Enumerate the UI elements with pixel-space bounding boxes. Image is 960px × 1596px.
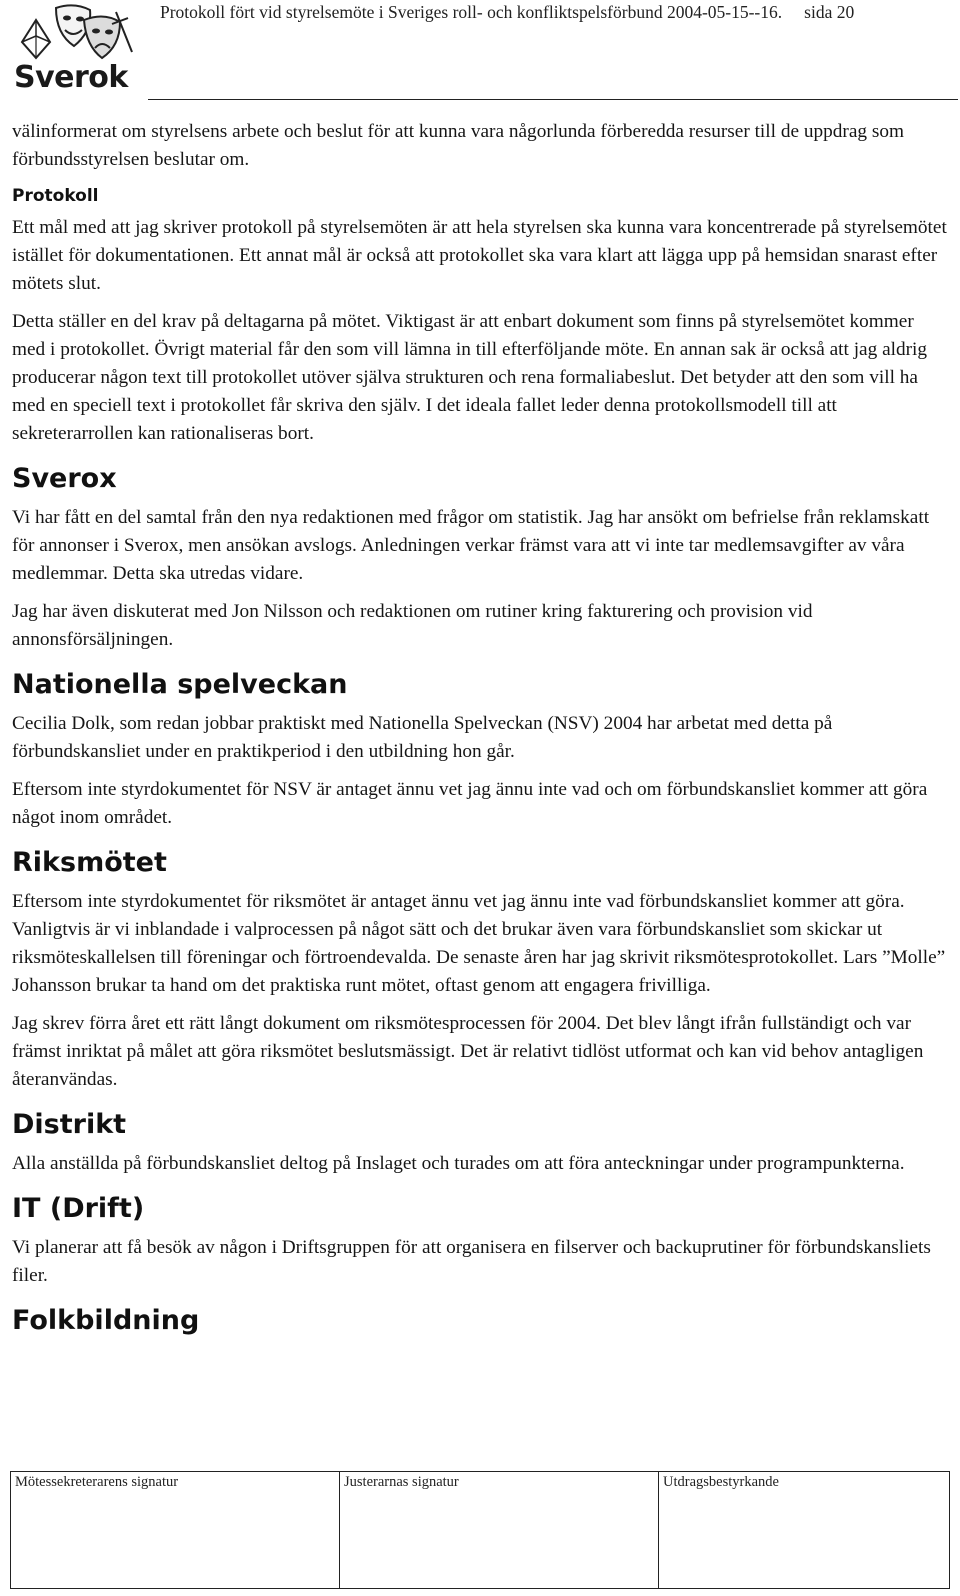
signature-table <box>10 1471 950 1589</box>
section-heading-sverox: Sverox <box>12 463 117 494</box>
it-paragraph-1: Vi planerar att få besök av någon i Driftsgruppen för att organisera en filserver och backuprutiner för förbundskansliets filer. <box>12 1237 931 1286</box>
section-heading-it-drift: IT (Drift) <box>12 1193 145 1224</box>
nsv-paragraph-2: Eftersom inte styrdokumentet för NSV är antaget ännu vet jag ännu inte vad och om förbundskansliet kommer att göra något inom området. <box>12 779 928 828</box>
sverox-paragraph-2: Jag har även diskuterat med Jon Nilsson och redaktionen om rutiner kring fakturering och provision vid annonsförsäljningen. <box>12 601 813 650</box>
protokoll-paragraph-2: Detta ställer en del krav på deltagarna på mötet. Viktigast är att enbart dokument som finns på styrelsemötet kommer med i protokollet. Övrigt material får den som vill lämna in till efterföljande möte. En annan sak är också att jag aldrig producerar någon text till protokollet utöver själva strukturen och rena formaliabeslut. Det betyder att den som vill ha med en speciell text i protokollet får skriva den själv. I det ideala fallet leder denna protokollsmodell till att sekreterarrollen kan rationaliseras bort. <box>12 311 928 444</box>
signature-cell-extract[interactable] <box>659 1472 950 1589</box>
riksmotet-paragraph-2: Jag skrev förra året ett rätt långt dokument om riksmötesprocessen för 2004. Det blev långt ifrån fullständigt och var främst inriktat på målet att göra riksmötet beslutsmässigt. Det är relativt tidlöst utformat och kan vid behov antagligen återanvändas. <box>12 1013 924 1090</box>
section-heading-distrikt: Distrikt <box>12 1109 127 1140</box>
sverox-paragraph-1: Vi har fått en del samtal från den nya redaktionen med frågor om statistik. Jag har ansökt om befrielse från reklamskatt för annonser i Sverox, men ansökan avslogs. Anledningen verkar främst vara att vi inte tar medlemsavgifter av våra medlemmar. Detta ska utredas vidare. <box>12 507 930 584</box>
page-number: sida 20 <box>804 2 855 22</box>
logo-wordmark: Sverok <box>14 60 128 95</box>
section-heading-riksmotet: Riksmötet <box>12 847 167 878</box>
riksmotet-paragraph-1: Eftersom inte styrdokumentet för riksmötet är antaget ännu vet jag ännu inte vad förbundskansliet kommer att göra. Vanligtvis är vi inblandade i valprocessen på något sätt och det brukar även vara förbundskansliet som skickar ut riksmöteskallelsen till föreningar och förtroendevalda. De senaste åren har jag skrivit riksmötesprotokollet. Lars ”Molle” Johansson brukar ta hand om det praktiska runt mötet, oftast genom att engagera frivilliga. <box>12 891 946 996</box>
signature-label-secretary: Mötessekreterarens signatur <box>15 1474 179 1490</box>
document-body <box>12 118 948 1346</box>
theatre-masks-icon <box>12 2 142 64</box>
header-title-line <box>160 2 854 23</box>
section-heading-protokoll: Protokoll <box>12 186 99 206</box>
signature-cell-secretary[interactable] <box>11 1472 340 1589</box>
protokoll-paragraph-1: Ett mål med att jag skriver protokoll på styrelsemöten är att hela styrelsen ska kunna vara koncentrerade på styrelsemötet istället för dokumentationen. Ett annat mål är också att protokollet ska vara klart att lägga upp på hemsidan snarast efter mötets slut. <box>12 217 947 294</box>
section-heading-folkbildning: Folkbildning <box>12 1305 200 1336</box>
page-header <box>0 0 960 102</box>
nsv-paragraph-1: Cecilia Dolk, som redan jobbar praktiskt med Nationella Spelveckan (NSV) 2004 har arbetat med detta på förbundskansliet under en praktikperiod i den utbildning hon går. <box>12 713 833 762</box>
section-heading-nationella-spelveckan: Nationella spelveckan <box>12 669 348 700</box>
signature-cell-adjusters[interactable] <box>340 1472 659 1589</box>
distrikt-paragraph-1: Alla anställda på förbundskansliet deltog på Inslaget och turades om att föra anteckningar under programpunkterna. <box>12 1153 905 1174</box>
signature-label-adjusters: Justerarnas signatur <box>344 1474 459 1490</box>
header-divider <box>148 99 958 100</box>
intro-paragraph: välinformerat om styrelsens arbete och beslut för att kunna vara någorlunda förberedda resurser till de uppdrag som förbundsstyrelsen beslutar om. <box>12 121 904 170</box>
document-title: Protokoll fört vid styrelsemöte i Sveriges roll- och konfliktspelsförbund 2004-05-15--16. <box>160 2 783 22</box>
sverok-logo <box>12 2 142 98</box>
signature-label-extract: Utdragsbestyrkande <box>663 1474 779 1490</box>
